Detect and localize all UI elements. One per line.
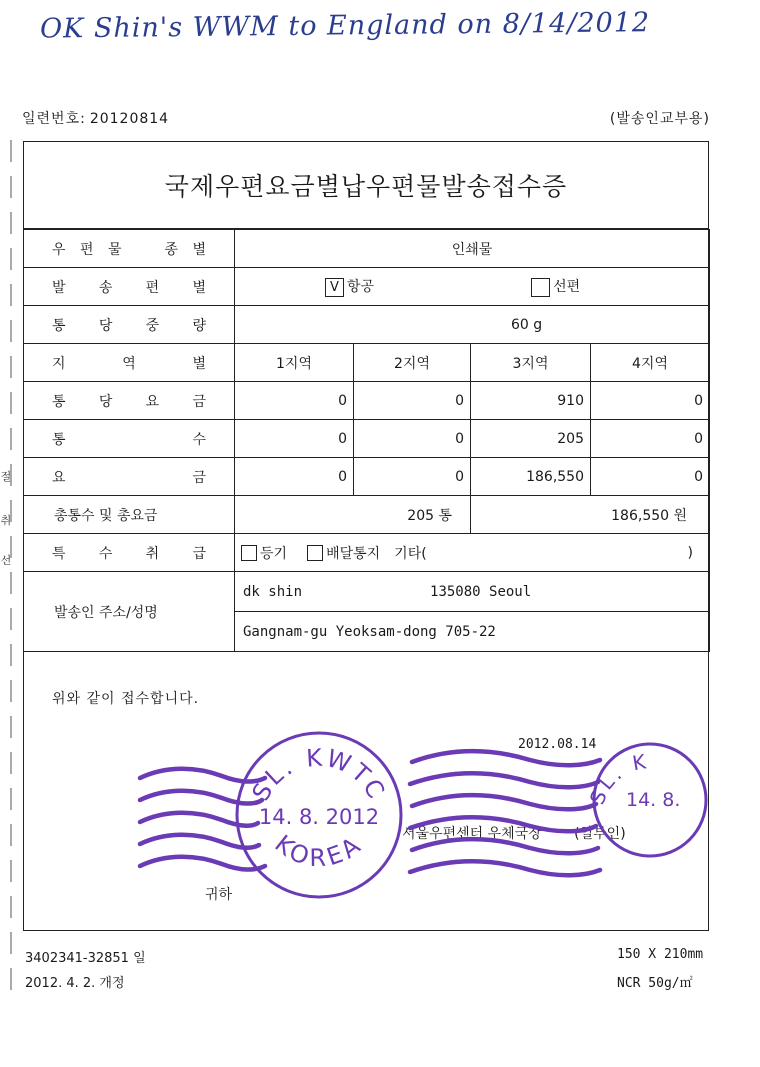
label-char: 통 — [52, 431, 66, 448]
revision-date: 2012. 4. 2. 개정 — [25, 976, 125, 991]
postmark-left — [237, 733, 401, 897]
label-char: 우 — [52, 241, 66, 258]
sender-name: dk shin — [243, 583, 303, 600]
cancellation-waves-right — [410, 751, 600, 875]
unit-fee-cell: 910 — [471, 382, 591, 420]
label-char: 역 — [122, 355, 136, 372]
serial-number: 20120814 — [89, 111, 170, 127]
label-char: 발 — [52, 279, 66, 296]
postmark-right-top-text: SL. K — [584, 748, 651, 808]
postmark-left-top-text: SL. KWTC — [246, 743, 392, 806]
label-char: 별 — [192, 279, 206, 296]
label-char: 급 — [192, 545, 206, 562]
count-cell: 0 — [235, 420, 354, 458]
count-cell: 0 — [354, 420, 471, 458]
unit-fee-cell: 0 — [591, 382, 710, 420]
label-char: 요 — [145, 393, 160, 410]
post-office-name: 서울우편센터 우체국장 — [402, 826, 542, 842]
paper-weight: NCR 50g/㎡ — [617, 976, 693, 991]
label-char: 종 — [164, 241, 178, 258]
copy-type: (발송인교부용) — [609, 111, 710, 127]
addressee: 귀하 — [205, 887, 233, 903]
label-char: 금 — [192, 469, 206, 486]
label-char: 통 — [52, 393, 66, 410]
receipt-date: 2012.08.14 — [518, 737, 597, 752]
label-char: 지 — [52, 355, 66, 372]
handwritten-note: OK Shin's WWM to England on 8/14/2012 — [39, 7, 651, 45]
label-char: 금 — [192, 393, 206, 410]
label-char: 취 — [145, 545, 160, 562]
zone-header: 3지역 — [471, 344, 591, 382]
label-char: 수 — [98, 545, 113, 562]
unit-weight-text: 60 g — [511, 316, 543, 333]
label-char: 량 — [192, 317, 206, 334]
postmark-right-date: 14. 8. — [626, 789, 681, 811]
count-cell: 205 — [471, 420, 591, 458]
total-count: 205 통 — [235, 496, 471, 534]
air-checkbox[interactable]: V — [325, 278, 344, 297]
zone-header: 4지역 — [591, 344, 710, 382]
label-char: 물 — [108, 241, 122, 258]
label-char: 편 — [80, 241, 94, 258]
form-code: 3402341-32851 일 — [25, 951, 146, 966]
zone-header: 1지역 — [235, 344, 354, 382]
postmark-left-bottom-text: KOREA — [269, 829, 369, 873]
sea-label: 선편 — [553, 279, 581, 296]
postmark-left-date: 14. 8. 2012 — [258, 805, 380, 829]
totals-label-text: 총통수 및 총요금 — [54, 507, 158, 524]
count-cell: 0 — [591, 420, 710, 458]
cut-line-char: 선 — [0, 554, 12, 567]
form-title: 국제우편요금별납우편물발송접수증 — [23, 141, 709, 229]
label-char: 편 — [145, 279, 160, 296]
other-label: 기타( — [394, 545, 427, 562]
zone-header: 2지역 — [354, 344, 471, 382]
mail-type-value: 인쇄물 — [235, 230, 710, 268]
air-label: 항공 — [347, 279, 375, 296]
total-fee: 186,550 원 — [471, 496, 710, 534]
paper-size: 150 X 210mm — [617, 947, 704, 962]
serial-label: 일련번호: — [22, 111, 86, 127]
label-char: 당 — [98, 393, 113, 410]
sender-address: Gangnam-gu Yeoksam-dong 705-22 — [243, 623, 496, 640]
registered-label: 등기 — [260, 545, 288, 562]
cut-line-char: 절 — [0, 470, 12, 483]
label-char: 별 — [192, 355, 206, 372]
post-seal: (일부인) — [574, 826, 626, 842]
label-char: 특 — [52, 545, 66, 562]
label-char: 별 — [192, 241, 206, 258]
other-close: ) — [687, 544, 694, 561]
fee-cell: 0 — [591, 458, 710, 496]
fee-cell: 0 — [235, 458, 354, 496]
label-char: 송 — [98, 279, 113, 296]
label-char: 요 — [52, 469, 66, 486]
label-char: 수 — [192, 431, 206, 448]
label-char: 당 — [98, 317, 113, 334]
fee-cell: 0 — [354, 458, 471, 496]
fee-cell: 186,550 — [471, 458, 591, 496]
sender-postal: 135080 Seoul — [430, 583, 532, 600]
unit-fee-cell: 0 — [354, 382, 471, 420]
postmark-right — [585, 744, 706, 856]
delivery-notice-label: 배달통지 — [326, 545, 381, 562]
label-char: 중 — [145, 317, 160, 334]
cut-line-char: 취 — [0, 514, 12, 527]
receipt-statement: 위와 같이 접수합니다. — [52, 691, 200, 707]
sender-label-text: 발송인 주소/성명 — [54, 604, 158, 621]
unit-fee-cell: 0 — [235, 382, 354, 420]
label-char: 통 — [52, 317, 66, 334]
